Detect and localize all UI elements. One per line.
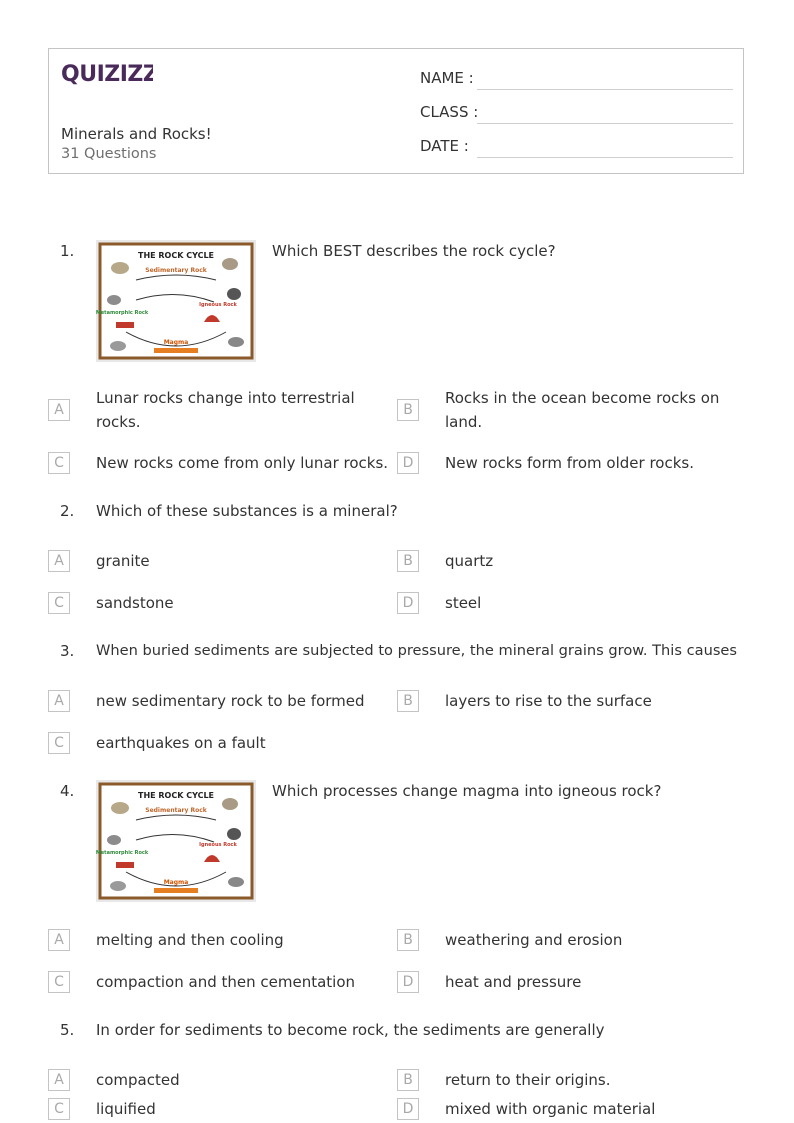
question-count: 31 Questions — [61, 146, 157, 162]
option-text: New rocks form from older rocks. — [445, 454, 694, 472]
option-text: mixed with organic material — [445, 1100, 656, 1118]
option-text: new sedimentary rock to be formed — [96, 692, 365, 710]
svg-text:Metamorphic Rock: Metamorphic Rock — [96, 850, 149, 856]
option-letter[interactable]: B — [397, 1069, 419, 1091]
option-letter[interactable]: D — [397, 592, 419, 614]
question-number: 2. — [60, 502, 75, 520]
quizizz-logo — [61, 59, 153, 87]
option-text: heat and pressure — [445, 973, 582, 991]
question-number: 4. — [60, 782, 75, 800]
svg-text:THE ROCK CYCLE: THE ROCK CYCLE — [137, 791, 215, 800]
worksheet-title: Minerals and Rocks! — [61, 125, 212, 143]
option-text: liquified — [96, 1100, 156, 1118]
class-field[interactable] — [477, 123, 733, 124]
option-text: weathering and erosion — [445, 931, 623, 949]
svg-text:Igneous Rock: Igneous Rock — [199, 842, 237, 848]
date-field[interactable] — [477, 157, 733, 158]
name-field[interactable] — [477, 89, 733, 90]
class-label: CLASS : — [420, 103, 479, 121]
svg-text:Igneous Rock: Igneous Rock — [199, 302, 237, 308]
option-text: layers to rise to the surface — [445, 692, 652, 710]
option-letter[interactable]: D — [397, 971, 419, 993]
option-text: Rocks in the ocean become rocks on land. — [445, 389, 720, 431]
svg-text:Sedimentary Rock: Sedimentary Rock — [145, 807, 207, 814]
option-letter[interactable]: A — [48, 929, 70, 951]
option-letter[interactable]: B — [397, 929, 419, 951]
option-letter[interactable]: C — [48, 452, 70, 474]
question-text: In order for sediments to become rock, the sediments are generally — [96, 1021, 605, 1039]
option-text: quartz — [445, 552, 494, 570]
option-letter[interactable]: B — [397, 550, 419, 572]
option-text: steel — [445, 594, 482, 612]
question-text: Which of these substances is a mineral? — [96, 502, 398, 520]
option-text: sandstone — [96, 594, 174, 612]
option-letter[interactable]: D — [397, 1098, 419, 1120]
option-text: New rocks come from only lunar rocks. — [96, 454, 389, 472]
option-text: compaction and then cementation — [96, 973, 356, 991]
option-text: compacted — [96, 1071, 180, 1089]
option-text: return to their origins. — [445, 1071, 611, 1089]
svg-text:Magma: Magma — [163, 339, 189, 346]
date-label: DATE : — [420, 137, 469, 155]
option-text: Lunar rocks change into terrestrial rocks. — [96, 389, 355, 431]
worksheet-header — [48, 48, 744, 174]
name-label: NAME : — [420, 69, 474, 87]
option-letter[interactable]: A — [48, 690, 70, 712]
option-text: melting and then cooling — [96, 931, 284, 949]
question-number: 1. — [60, 242, 75, 260]
svg-text:Sedimentary Rock: Sedimentary Rock — [145, 267, 207, 274]
option-letter[interactable]: C — [48, 732, 70, 754]
svg-text:Metamorphic Rock: Metamorphic Rock — [96, 310, 149, 316]
question-text: Which processes change magma into igneous rock? — [272, 782, 662, 800]
svg-text:QUIZIZZ: QUIZIZZ — [61, 62, 153, 87]
option-letter[interactable]: C — [48, 1098, 70, 1120]
option-letter[interactable]: C — [48, 971, 70, 993]
option-text: earthquakes on a fault — [96, 734, 266, 752]
rock-cycle-image — [96, 240, 256, 362]
question-text: When buried sediments are subjected to pressure, the mineral grains grow. This causes — [96, 642, 738, 659]
option-letter[interactable]: B — [397, 690, 419, 712]
option-letter[interactable]: D — [397, 452, 419, 474]
option-text: granite — [96, 552, 150, 570]
option-letter[interactable]: B — [397, 399, 419, 421]
question-text: Which BEST describes the rock cycle? — [272, 242, 556, 260]
option-letter[interactable]: C — [48, 592, 70, 614]
option-letter[interactable]: A — [48, 399, 70, 421]
option-letter[interactable]: A — [48, 550, 70, 572]
svg-text:Magma: Magma — [163, 879, 189, 886]
question-number: 3. — [60, 642, 75, 660]
svg-text:THE ROCK CYCLE: THE ROCK CYCLE — [137, 251, 215, 260]
question-number: 5. — [60, 1021, 75, 1039]
rock-cycle-image — [96, 780, 256, 902]
option-letter[interactable]: A — [48, 1069, 70, 1091]
